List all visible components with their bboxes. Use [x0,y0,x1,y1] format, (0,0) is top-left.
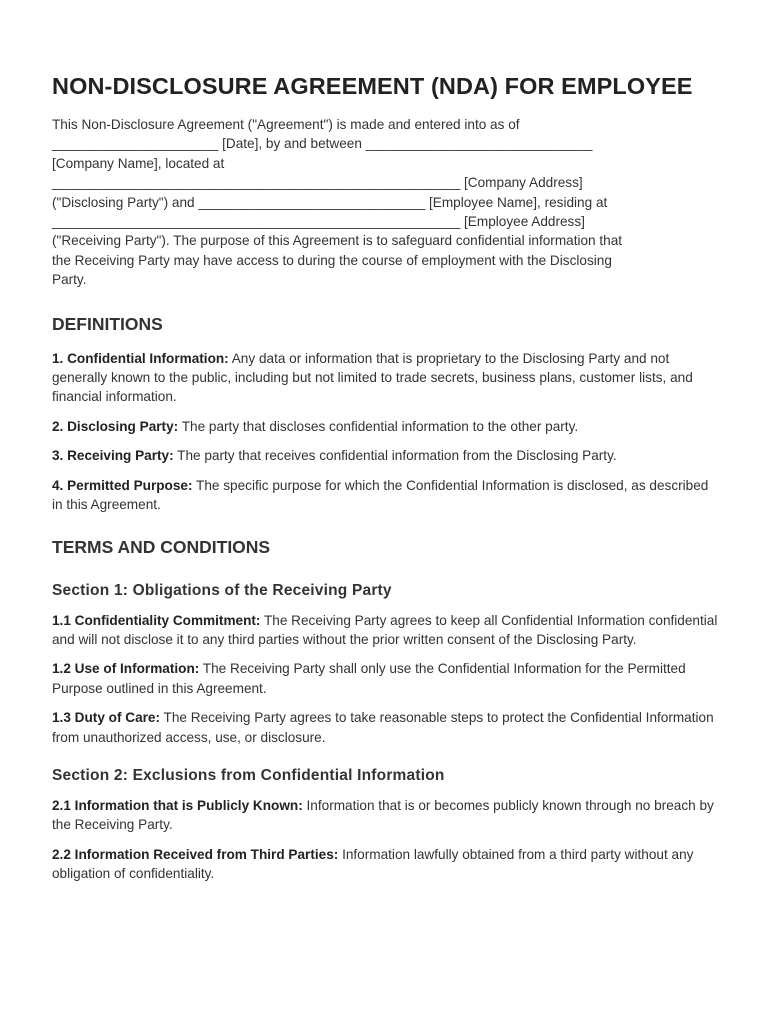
definition-item [52,349,722,407]
clause-term: 1.2 Use of Information: [52,661,200,677]
document-title: NON-DISCLOSURE AGREEMENT (NDA) FOR EMPLOYEE [52,73,693,99]
clause-text: Information lawfully obtained from a third party without any obligation of confidentiality. [52,846,694,882]
clause-text: The Receiving Party agrees to keep all Confidential Information confidential and will not disclose it to any third parties without the prior written consent of the Disclosing Party. [52,612,718,647]
definition-text: The party that discloses confidential information to the other party. [178,418,579,434]
clause-text: The Receiving Party agrees to take reasonable steps to protect the Confidential Information from unauthorized access, use, or disclosure. [52,710,714,745]
intro-line: [Company Name], located at [52,155,225,171]
intro-line: ______________________________________________________ [Company Address] [52,175,583,191]
definition-item [52,446,722,465]
definition-term: 2. Disclosing Party: [52,418,179,434]
definition-term: 3. Receiving Party: [52,448,174,464]
section-2-heading: Section 2: Exclusions from Confidential Information [52,766,445,784]
section-1-heading: Section 1: Obligations of the Receiving Party [52,581,392,599]
clause-term: 1.1 Confidentiality Commitment: [52,612,261,628]
definition-term: 4. Permitted Purpose: [52,477,193,493]
definition-text: Any data or information that is proprietary to the Disclosing Party and not generally known to the public, including but not limited to trade secrets, business plans, customer lists, and financial information. [52,350,693,405]
clause-term: 2.1 Information that is Publicly Known: [52,797,303,813]
definitions-heading: DEFINITIONS [52,313,163,334]
definition-item [52,417,722,436]
clause-item [52,845,722,884]
definition-term: 1. Confidential Information: [52,350,229,366]
clause-text: Information that is or becomes publicly known through no breach by the Receiving Party. [52,797,714,833]
definition-text: The specific purpose for which the Confidential Information is disclosed, as described in this Agreement. [52,477,709,513]
intro-line: ("Receiving Party"). The purpose of this Agreement is to safeguard confidential information that [52,233,623,249]
intro-line: the Receiving Party may have access to during the course of employment with the Disclosing [52,252,612,268]
intro-line: ______________________ [Date], by and between ______________________________ [52,136,593,152]
clause-item [52,659,722,698]
clause-term: 2.2 Information Received from Third Parties: [52,846,339,862]
intro-line: ("Disclosing Party") and ______________________________ [Employee Name], residing at [52,194,608,210]
clause-text: The Receiving Party shall only use the Confidential Information for the Permitted Purpose outlined in this Agreement. [52,661,686,696]
intro-line: Party. [52,272,87,288]
definition-text: The party that receives confidential information from the Disclosing Party. [173,448,617,464]
intro-paragraph [52,115,722,290]
document-body [52,70,722,884]
intro-line: This Non-Disclosure Agreement ("Agreement") is made and entered into as of [52,117,520,132]
clause-item [52,796,722,835]
clause-item [52,708,722,747]
clause-term: 1.3 Duty of Care: [52,710,161,726]
definition-item [52,476,722,515]
terms-heading: TERMS AND CONDITIONS [52,536,271,557]
intro-line: ______________________________________________________ [Employee Address] [52,214,585,230]
clause-item [52,611,722,650]
